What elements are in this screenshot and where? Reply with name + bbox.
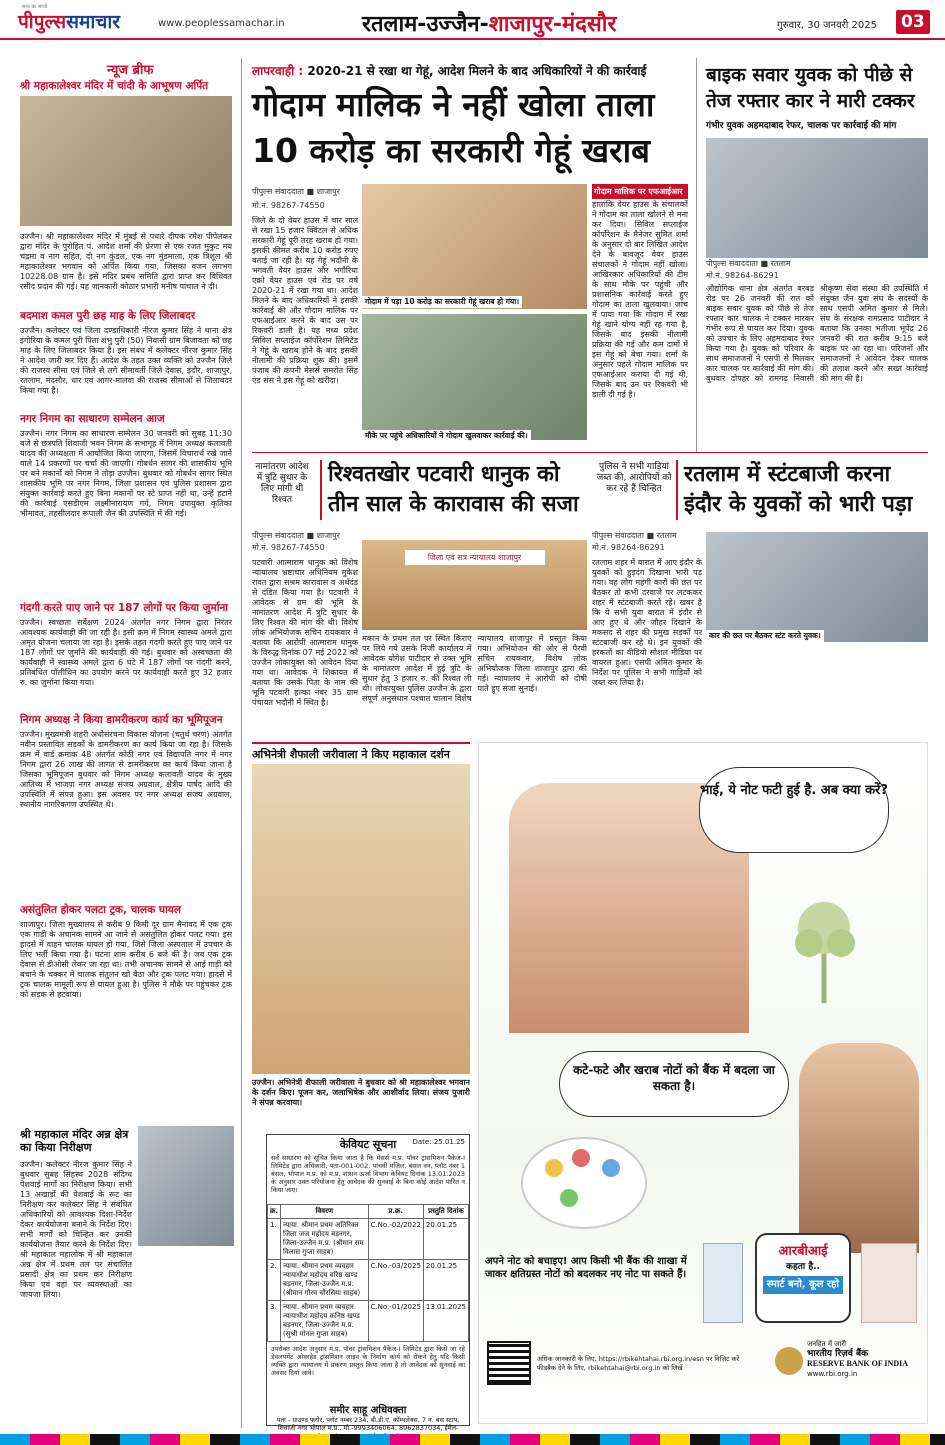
kicker-label: लापरवाही :: [252, 64, 304, 78]
column-header: प्र.क्र.: [368, 1205, 423, 1219]
accident-mobile: मो.नं. 98264-86291: [706, 271, 779, 280]
byline-name: पीपुल्स संवाददाता: [252, 187, 304, 196]
brief-title: नगर निगम का साधारण सम्मेलन आज: [20, 413, 165, 425]
notice-address: पता - ग्राउण्ड फ्लोर, प्लॉट नम्बर 234, बी.डी.ए. कॉम्पलेक्स, 7 न. बस स्टाप, शिवाजी नगर भोपाल म.प्र., मो.-9993406064, 8962837034, ईमेल-: [276, 1416, 460, 1432]
rbi-says-badge: [755, 1233, 851, 1323]
note-roll-right-icon: [861, 1243, 917, 1323]
brief-body: उज्जैन। नगर निगम का साधारण सम्मेलन 30 जनवरी को सुबह 11:30 बजे से छत्रपति शिवाजी भवन निगम के सभागृह में निगम अध्यक्ष कलावती यादव की अध्यक्षता में आयोजित किया जाएगा, जिसमें विचारार्थ रखे जाने वाले 14 प्रकरणों पर चर्चा की जाएगी। गोबर्धन सागर की शासकीय भूमि पर बने मकानों को निगम ने तोड़ा उज्जैन। बुधवार को गोबर्धन सागर स्थित शासकीय भूमि पर नगर निगम, जिला प्रशासन एवं पुलिस प्रशासन द्वारा संयुक्त कार्रवाई करते हुए बिना मकानों पर स्टे प्राप्त नहीं था, उन्हें हटाने की कार्रवाई एसडीएम लक्ष्मीनारायण गर्ग, निगम उपायुक्त कृतिका भीमावत, तहसीलदार रूपाली जैन की उपस्थिति में की गई।: [20, 429, 232, 518]
table-cell: न्याया. श्रीमान प्रथम अतिरिक्त जिला जज महोदय बड़नगर, जिला-उज्जैन म.प्र. (श्रीमान सम विलास गुप्ता साहब): [281, 1219, 369, 1260]
officials-photo: [362, 314, 587, 440]
photo-caption: गोदाम में पड़ा 10 करोड़ का सरकारी गेहूं खराब हो गया।: [362, 296, 522, 308]
brief-title: असंतुलित होकर पलटा ट्रक, चालक घायल: [20, 904, 182, 916]
table-cell: 2.: [268, 1260, 281, 1301]
table-row: [268, 1219, 469, 1260]
column-header: विवरण: [281, 1205, 369, 1219]
table-cell: 3.: [268, 1301, 281, 1342]
boy-illustration: [799, 1043, 919, 1253]
accident-subhead: गंभीर युवक अहमदाबाद रेफर, चालक पर कार्रवाई की मांग: [706, 121, 897, 131]
bank-name-hi: भारतीय रिज़र्व बैंक: [807, 1349, 869, 1359]
table-cell: 20.01.25: [423, 1260, 468, 1301]
ad-footer-info: [537, 1355, 767, 1373]
rbi-emblem-icon: [775, 1347, 803, 1375]
qr-code-icon[interactable]: [487, 1341, 531, 1385]
table-row: [268, 1301, 469, 1342]
accident-body: औद्योगिक थाना क्षेत्र अंतर्गत बरबड़ रोड पर 26 जनवरी की रात को बाइक सवार युवक को पीछे से तेज रफ्तार कार चालक ने टक्कर मारकर गंभीर रूप से घायल कर दिया। युवक को उपचार के लिए अहमदाबाद रेफर किया गया है। युवक को परिवार के साथ समाजजनों ने एसपी से मिलकर कार चालक पर कार्रवाई की मांग की। बुधवार दोपहर को रामगढ़ निवासी श्रीकृष्ण सेवा संस्था की उपस्थिति में संयुक्त जैन युवा संघ के सदस्यों के साथ एसपी अमित कुमार से मिले। संघ के संरक्षक रामप्रसाद पाटीदार ने बताया कि उनका भतीजा भूपेंद्र 26 जनवरी की रात करीब 9:15 बजे बाइक पर आ रहा था। परिजनों और समाजजनों ने आवेदन देकर चालक की तलाश करने और सख्त कार्रवाई की मांग की है।: [706, 284, 928, 383]
logo-tagline: सत्य का साथी: [22, 4, 48, 10]
palette-illustration: [519, 1133, 649, 1233]
badge-slogan: स्मार्ट बनो, कूल रहो: [763, 1276, 843, 1294]
notice-title: केवियट सूचना: [339, 1138, 397, 1151]
stunt-cars-photo: [706, 532, 928, 642]
bank-name-en: RESERVE BANK OF INDIA: [807, 1359, 908, 1368]
table-row: [268, 1260, 469, 1301]
table-cell: C.No.-02/2022: [368, 1219, 423, 1260]
patwari-body-2: मकान के प्रथम तल पर स्थित किराए पर लिये गये उसके निजी कार्यालय में आवेदक योगेश पाटीदार से उक्त भूमि के नामांतरण आदेश में हुई त्रुटि के सुधार हेतु 3 हजार रु. की रिश्वत ली थी। लोकायुक्त पुलिस उज्जैन के द्वारा संपूर्ण अनुसंधान पश्चात चालान विशेष न्यायालय शाजापुर में प्रस्तुत किया गया। अभियोजन की ओर से पैरवी सचिन रायकवार, विशेष लोक अभियोजक जिला शाजापुर द्वारा की गई। न्यायालय ने आरोपी को दोषी पाते हुए सजा सुनाई।: [362, 634, 587, 703]
court-building-photo: [362, 540, 587, 630]
byline-place: रतलाम: [770, 259, 791, 268]
table-cell: C.No.-03/2025: [368, 1260, 423, 1301]
brief-title: श्री महाकालेश्वर मंदिर में चांदी के आभूषण अर्पित: [20, 80, 209, 92]
rbi-issuer-block: [807, 1339, 925, 1379]
brief-body: उज्जैन। कलेक्टर एवं जिला दण्डाधिकारी नीरज कुमार सिंह ने थाना क्षेत्र इंगोरिया के कमल पुरी पिता शंभु पुरी (50) निवासी ग्राम बिजावता को छह माह के लिए जिलाबदर किया है। इस संबंध में कलेक्टर नीरज कुमार सिंह ने आदेश जारी कर दिए हैं। आदेश के तहत उक्त व्यक्ति को उज्जैन जिले की राजस्व सीमा एवं जिले से लगे सीमावर्ती जिले देवास, इंदौर, शाजापुर, रतलाम, मंदसौर, धार एवं आगर-मालवा की राजस्व सीमाओं से जिलाबदर किया गया है।: [20, 326, 232, 395]
table-cell: 1.: [268, 1219, 281, 1260]
caveat-notice: [266, 1134, 470, 1432]
ad-info-feedback: फीडबैक देने के लिए, rbikehtahai@rbi.org.in को लिखें: [537, 1364, 683, 1372]
column-header: प्रस्तुति दिनांक: [423, 1205, 468, 1219]
patwari-body: पटवारी आत्माराम धानुक को विशेष न्यायालय भ्रष्टाचार अधिनियम मुकेश रावत द्वारा सश्रम कारावास व अर्थदंड से दंडित किया गया है। पटवारी ने आवेदक से ग्रम की भूमि के नामांतरण आदेश में त्रुटि सुधार के लिए रिश्वत की मांग की थी। विशेष लोक अभियोजक सचिन रायकवार ने बताया कि आरोपी आत्माराम धानुक के विरुद्ध दिनांक 07 मई 2022 को उज्जैन लोकायुक्त को आवेदन दिया गया था। आवेदक ने शिकायत में बताया कि उसके पिता के नाम की भूमि पटवारी हल्का नंबर 35 ग्राम पंचायत भदौनी में स्थित है।: [252, 558, 358, 707]
brief-title: श्री महाकाल मंदिर अन्न क्षेत्र का किया निरीक्षण: [20, 1128, 129, 1154]
brief-title: बदमाश कमल पुरी छह माह के लिए जिलाबदर: [20, 310, 196, 322]
row-divider: [252, 452, 928, 453]
logo-main: पीपुल्स: [18, 11, 67, 33]
photo-caption: मौके पर पहुंचे अधिकारियों ने गोदाम खुलवाकर कार्रवाई की।: [362, 430, 531, 442]
stunt-headline: रतलाम में स्टंटबाजी करना इंदौर के युवकों को भारी पड़ा: [676, 460, 928, 520]
byline-name: पीपुल्स संवाददाता: [706, 259, 758, 268]
ad-info-url: अधिक जानकारी के लिए, https://rbikehtahai.rbi.org.in/esn पर विजिट करें: [537, 1355, 740, 1363]
table-cell: न्याया. श्रीमान प्रथम व्यवहार न्यायाधीश महोदय कनिष्ठ खण्ड बड़नगर, जिला-उज्जैन म.प्र. (सुश्री मोनल गुप्ता साहब): [281, 1301, 369, 1342]
section-title-a: रतलाम-उज्जैन-: [362, 12, 489, 37]
stunt-body: रतलाम शहर में बारात में आए इंदौर के युवकों को हुड़दंग दिखाना भारी पड़ गया। वह लोग महंगी कारों की छत पर बैठकर तो कभी दरवाजे पर लटककर शहर में स्टंटबाजी करते रहे। खबर है कि ये सभी युवा बारात में इंदौर से आए हुए थे और जौहर दिखाने के मकसद से शहर की प्रमुख सड़कों पर स्टंटबाजी कर रहे थे। इन युवकों की हरकतों का वीडियो सोशल मीडिया पर वायरल हुआ। एसपी अमित कुमार के निर्देश पर पुलिस ने सभी गाड़ियों को जब्त कर लिया है।: [592, 558, 702, 687]
brief-body: शाजापुर। जिला मुख्यालय से करीब 9 किमी दूर ग्राम मैनावद में एक ट्रक एक गाड़ी के अचानक सामने आ जाने से असंतुलित होकर पलट गया। इस हादसे में वाहन चालक घायल हो गया, जिसे जिला अस्पताल में उपचार के लिए भर्ती किया गया है। घटना शाम करीब 6 बजे की है। जब एक ट्रक देवास से डीओसी लेकर जा रहा था। तभी अचानक सामने से आई गाड़ी को बचाने के चक्कर में चालक संतुलन खो बैठा और ट्रक पलट गया। हादसे में ट्रक चालक मामूली रूप से घायल हुआ है। पुलिस ने मौके पर पहुंचकर ट्रक को सड़क से हटवाया।: [20, 920, 232, 999]
temple-visit-photo: [252, 764, 470, 1074]
bank-site[interactable]: www.rbi.org.in: [807, 1370, 858, 1378]
website-url[interactable]: www.peoplessamachar.in: [158, 18, 285, 29]
stunt-side-label: पुलिस ने सभी गाड़ियां जब्त की, आरोपियों को कर रहे हैं चिन्हित: [596, 462, 672, 494]
table-header-row: [268, 1205, 469, 1219]
patwari-mobile: मो.नं. 98267-74550: [252, 543, 325, 552]
shefali-caption: उज्जैन। अभिनेत्री शैफाली जरीवाला ने बुधवार को श्री महाकालेश्वर भगवान के दर्शन किए। पूजन कर, जलाभिषेक और आशीर्वाद लिया। संजय पुजारी ने संपन्न करवाया।: [252, 1078, 470, 1107]
stunt-mobile: मो.नं. 98264-86291: [592, 543, 665, 552]
tree-illustration: [789, 893, 859, 1003]
byline-place: रतलाम: [656, 531, 677, 540]
section-title: [362, 8, 616, 38]
accident-headline: बाइक सवार युवक को पीछे से तेज रफ्तार कार ने मारी टक्कर: [706, 64, 915, 112]
byline-place: शाजापुर: [316, 187, 340, 196]
column-divider: [696, 58, 697, 453]
notice-signer: समीर साहू अधिवक्ता: [329, 1405, 407, 1416]
speech-bubble-answer: कटे-फटे और खराब नोटों को बैंक में बदला जा सकता है।: [559, 1051, 789, 1117]
main-kicker: [252, 62, 646, 79]
patwari-byline: पीपुल्स संवाददाता ■ शाजापुर: [252, 531, 340, 540]
notice-footer-text: उपरोक्त आदेश अनुसार म.प्र. पॉवर ट्रांसमिशन पैकेज-I लिमिटेड द्वारा किसे जा रहे डेवलपमेंट ओवरहेड ट्रांसमिशन लाइन के निर्माण कार्य को रोकने हेतु यदि किसी व्यक्ति द्वारा न्यायालय में प्रकरण प्रस्तुत किया जाता है तो आवेदक को सुनवाई का अवसर दिया जावे।: [271, 1345, 465, 1377]
news-brief-label: न्यूज ब्रीफ: [107, 63, 154, 78]
byline-place: शाजापुर: [316, 531, 340, 540]
inspection-photo: [138, 1126, 234, 1246]
newspaper-logo: [18, 8, 120, 34]
accident-byline: पीपुल्स संवाददाता ■ रतलाम: [706, 259, 791, 268]
main-story-body-2: हालांकि वेयर हाउस के संचालकों ने गोदाम का ताला खोलने से मना कर दिया। सिविल सप्लाईज कॉर्पोरेशन के मैनेजर सुमित शर्मा के अनुसार दो बार लिखित आदेश देने के बावजूद वेयर हाउस संचालकों ने गोदाम नहीं खोला। आखिरकार अधिकारियों की टीम के साथ मौके पर पहुंची और प्रशासनिक कार्रवाई करते हुए गोदाम का ताला खुलवाया। जांच में पाया गया कि गोदाम में रखा गेहूं खाने योग्य नहीं रह गया है, जिसके बाद इसकी नीलामी प्रक्रिया की गई और कम दामों में इस गेहूं को बेचा गया। शर्मा के अनुसार पहले गोदाम मालिक पर एफआईआर कराया दी गई थी, जिसके बाद उन पर रिकवरी भी डाली दी गई है।: [592, 200, 688, 399]
note-roll-left-icon: [703, 1243, 743, 1323]
table-cell: C.No.-01/2025: [368, 1301, 423, 1342]
court-sign: जिला एवं सत्र न्यायालय शाजापुर: [405, 550, 545, 565]
logo-sub: समाचार: [66, 11, 121, 33]
accident-memo-photo: [706, 138, 928, 258]
notice-date: Date: 25.01.25: [412, 1138, 465, 1146]
section-title-b: शाजापुर-मंदसौर: [488, 12, 617, 37]
ad-bottom-text: अपने नोट को बचाइए! आप किसी भी बैंक की शाखा में जाकर क्षतिग्रस्त नोटों को बदलकर नए नोट पा सकते हैं।: [485, 1256, 687, 1280]
photo-caption: कार की छत पर बैठकर स्टंट करते युवक।: [706, 630, 824, 642]
shefali-headline: अभिनेत्री शैफाली जरीवाला ने किए महाकाल दर्शन: [252, 742, 470, 762]
brief-title: निगम अध्यक्ष ने किया डामरीकरण कार्य का भूमिपूजन: [20, 714, 223, 726]
brief-body: उज्जैन। श्री महाकालेश्वर मंदिर में मुंबई से पधारे दीपक रमेश पीपेलकर द्वारा मंदिर के पुरोहित पं. आदेश शर्मा की प्रेरणा से एक रजत मुकुट मय चंद्रमा व नाग सहित, दो नग कुंडल, एक नग मुंडमाला, एक त्रिशूल श्री महाकालेश्वर भगवान को अर्पित किया गया, जिसका वजन लगभग 10228.08 ग्राम है। इसे मंदिर प्रबंध समिति द्वारा प्राप्त कर विधिवत रसीद प्रदान की गई। यह जानकारी कोठार प्रभारी मनीष पांचाल ने दी।: [20, 232, 232, 291]
table-cell: न्याया. श्रीमान प्रथम व्यवहार न्यायाधीश महोदय वरिष्ठ खण्ड बड़नगर, जिला-उज्जैन म.प्र. (श्रीमान गौरव चौरसिया साहब): [281, 1260, 369, 1301]
main-byline: पीपुल्स संवाददाता ■ शाजापुर: [252, 187, 340, 196]
patwari-headline: रिश्वतखोर पटवारी धानुक को तीन साल के कारावास की सजा: [320, 460, 590, 520]
byline-name: पीपुल्स संवाददाता: [592, 531, 644, 540]
byline-name: पीपुल्स संवाददाता: [252, 531, 304, 540]
table-cell: 20.01.25: [423, 1219, 468, 1260]
main-headline: गोदाम मालिक ने नहीं खोला ताला 10 करोड़ का सरकारी गेहूं खराब: [252, 85, 655, 170]
notice-table: [267, 1204, 469, 1342]
color-registration-strip: [0, 1434, 945, 1445]
notice-intro: सर्व साधारण को सूचित किया जाता है कि मेसर्स म.प्र. पॉवर ट्रांसमिशन पैकेज-I लिमिटेड द्वारा अधिकारी, पता-001-002, पांचवीं मंजिल, बंसल वन, प्लॉट नंबर 1 बंसल, भोपाल म.प्र. को म.प्र. शासन ऊर्जा विभाग केवियट दिनांक 13.01.2023 के अनुसार उक्त परियोजना हेतु आवेदक की सुनवाई के बिना कोई आदेश पारित न किया जाए।: [271, 1154, 465, 1194]
brief-title: गंदगी करते पाए जाने पर 187 लोगों पर किया जुर्माना: [20, 602, 229, 614]
brief-body: उज्जैन। कलेक्टर नीरज कुमार सिंह ने बुधवार सुबह सिंहस्थ 2028 संदिग्ध पेशवाई मार्गों का निरीक्षण किया। सभी 13 अखाड़ों की पेशवाई के रूट का निरीक्षण कर कलेक्टर सिंह ने संबंधित अधिकारियों को आवश्यक दिशा-निर्देश देकर कार्ययोजना बनाने के निर्देश दिए। सभी मार्गों को चिन्हित कर उनकी कार्ययोजना तैयार करने के निर्देश दिए। श्री महाकाल महालोक में श्री महाकाल अन्न क्षेत्र में प्रथम तल पर संचालित प्रसादी क्षेत्र का प्रथम कर निरीक्षण किया एवं वहां पर व्यवस्थाओं का जायजा लिया।: [20, 1160, 132, 1299]
patwari-side-label: नामांतरण आदेश में त्रुटि सुधार के लिए मांगी थी रिश्वत: [255, 462, 309, 505]
badge-title: आरबीआई: [778, 1244, 828, 1259]
stunt-byline: पीपुल्स संवाददाता ■ रतलाम: [592, 531, 677, 540]
badge-sub: कहता है..: [786, 1262, 820, 1272]
issue-date: गुरुवार, 30 जनवरी 2025: [777, 20, 877, 31]
fir-label: गोदाम मालिक पर एफआईआर: [592, 184, 688, 199]
brief-body: उज्जैन। स्वच्छता सर्वेक्षण 2024 अंतर्गत नगर निगम द्वारा निरंतर आवश्यक कार्यवाही की जा रही है। इसी क्रम में निगम स्वास्थ्य अमले द्वारा अमृत योजना चलाया जा रहा है। इसके तहत गंदगी करते हुए पाए जाने पर 187 लोगों पर जुर्माने की कार्यवाही की गई। बुधवार को अस्वच्छता की कार्यवाही में स्वास्थ्य अमले द्वारा 6 घंटे में 187 लोगों पर गंदगी करने, प्रतिबंधित पॉलीथिन का उपयोग करने पर कार्यवाही करते हुए 32 हजार रु. का जुर्माना किया गया।: [20, 618, 232, 687]
table-cell: 13.01.2025: [423, 1301, 468, 1342]
silver-ornaments-photo: [20, 96, 232, 226]
column-divider: [241, 58, 242, 1428]
kicker-text: 2020-21 से रखा था गेहूं, आदेश मिलने के बाद अधिकारियों ने की कार्रवाई: [307, 64, 647, 78]
brief-body: उज्जैन। मुख्यमंत्री शहरी अधोसंरचना विकास योजना (चतुर्थ चरण) अंतर्गत नवीन प्रस्तावित सड़कों के डामरीकरण का कार्य किया जा रहा है। जिसके क्रम में वार्ड क्रमांक 48 अंतर्गत कोठी नगर एवं विद्यापति नगर में नगर निगम द्वारा 26 लाख की लागत से डामरीकरण का कार्य किया जाना है जिसका भूमिपूजन बुधवार को निगम अध्यक्ष कलावती यादव के मुख्य आतिथ्य में भाजपा नगर अध्यक्ष संजय अग्रवाल, क्षेत्रीय पार्षद आदि की उपस्थिति में संपन्न हुआ। इस अवसर पर नगर अध्यक्ष संजय अग्रवाल, स्थानीय नागरिकगण उपस्थित थे।: [20, 730, 232, 809]
main-mobile: मो.नं. 98267-74550: [252, 201, 325, 210]
spoiled-wheat-photo: [362, 184, 587, 309]
issuer-label: जनहित में जारी: [807, 1340, 846, 1348]
column-header: क्र.: [268, 1205, 281, 1219]
main-story-body: जिले के दो वेयर हाउस में चार साल से रखा 15 हजार क्विंटल से अधिक सरकारी गेहूं पूरी तरह खराब हो गया। इसकी कीमत करीब 10 करोड़ रुपए बताई जा रही है। यह गेहूं भदौनी के भगवती वेयर हाउस और भगौरिया एक्रो वेयर हाउस एवं रोड पर वर्ष 2020-21 में रखा गया था। आदेश मिलने के बाद अधिकारियों ने इसकी कार्रवाई की और गोदाम मालिक पर एफआईआर करने के बाद उस पर रिकवरी डाली है। यह मध्य प्रदेश सिविल सप्लाईज कॉर्पोरेशन लिमिटेड ने गेहूं के खराब होने के बाद इसकी नीलामी की प्रक्रिया शुरू की। इसमें पंजाब की कंपनी मेसर्स समरोत सिंह एंड संस ने इस गेहूं को खरीदा।: [252, 216, 358, 385]
rbi-advertisement: [478, 742, 928, 1424]
page-number: 03: [896, 10, 930, 34]
speech-bubble-question: भाई, ये नोट फटी हुई है. अब क्या करें?: [699, 767, 889, 853]
